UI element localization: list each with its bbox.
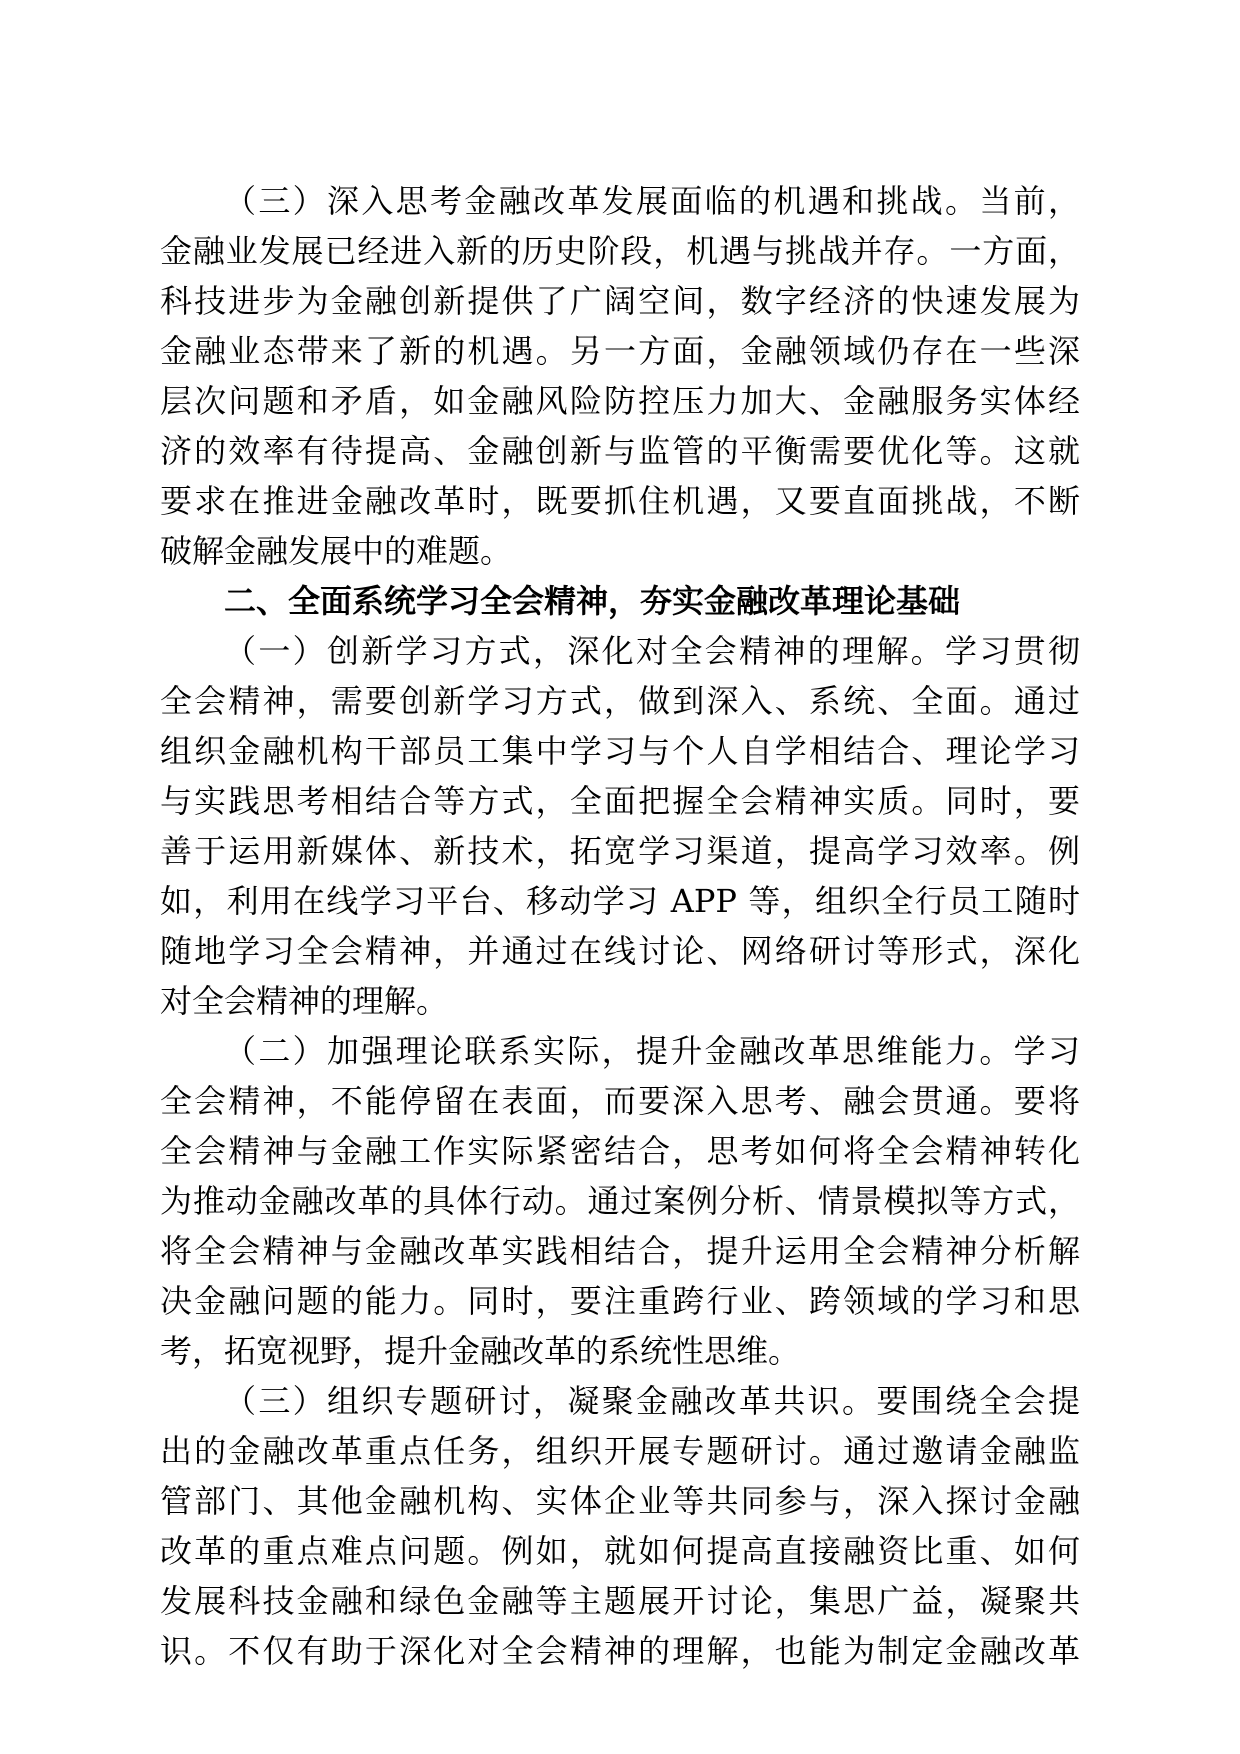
paragraph-line: （三）深入思考金融改革发展面临的机遇和挑战。当前， — [224, 182, 1080, 220]
paragraph-line: 为推动金融改革的具体行动。通过案例分析、情景模拟等方式， — [160, 1182, 1080, 1220]
paragraph-line: 金融业发展已经进入新的历史阶段，机遇与挑战并存。一方面， — [160, 232, 1080, 270]
paragraph-theory-practice — [160, 1026, 1080, 1376]
paragraph-line: 科技进步为金融创新提供了广阔空间，数字经济的快速发展为 — [160, 282, 1080, 320]
paragraph-line: 济的效率有待提高、金融创新与监管的平衡需要优化等。这就 — [160, 432, 1080, 470]
paragraph-line: 决金融问题的能力。同时，要注重跨行业、跨领域的学习和思 — [160, 1282, 1080, 1320]
paragraph-line: 管部门、其他金融机构、实体企业等共同参与，深入探讨金融 — [160, 1482, 1080, 1520]
paragraph-line: 组织金融机构干部员工集中学习与个人自学相结合、理论学习 — [160, 732, 1080, 770]
paragraph-line: 考，拓宽视野，提升金融改革的系统性思维。 — [160, 1332, 801, 1370]
paragraph-line: 破解金融发展中的难题。 — [160, 532, 513, 570]
document-page — [160, 176, 1080, 1676]
paragraph-line: （三）组织专题研讨，凝聚金融改革共识。要围绕全会提 — [224, 1382, 1080, 1420]
paragraph-line: 对全会精神的理解。 — [160, 982, 449, 1020]
paragraph-line: 识。不仅有助于深化对全会精神的理解，也能为制定金融改革 — [160, 1632, 1080, 1670]
paragraph-line: （二）加强理论联系实际，提升金融改革思维能力。学习 — [224, 1032, 1080, 1070]
paragraph-line: 随地学习全会精神，并通过在线讨论、网络研讨等形式，深化 — [160, 932, 1080, 970]
paragraph-line: 将全会精神与金融改革实践相结合，提升运用全会精神分析解 — [160, 1232, 1080, 1270]
paragraph-seminars — [160, 1376, 1080, 1676]
paragraph-line: 与实践思考相结合等方式，全面把握全会精神实质。同时，要 — [160, 782, 1080, 820]
section-heading — [160, 576, 1080, 626]
paragraph-line: 层次问题和矛盾，如金融风险防控压力加大、金融服务实体经 — [160, 382, 1080, 420]
paragraph-line: 要求在推进金融改革时，既要抓住机遇，又要直面挑战，不断 — [160, 482, 1080, 520]
paragraph-line: 出的金融改革重点任务，组织开展专题研讨。通过邀请金融监 — [160, 1432, 1080, 1470]
paragraph-opportunities-challenges — [160, 176, 1080, 576]
paragraph-innovate-learning — [160, 626, 1080, 1026]
paragraph-line: 金融业态带来了新的机遇。另一方面，金融领域仍存在一些深 — [160, 332, 1080, 370]
paragraph-line: 发展科技金融和绿色金融等主题展开讨论，集思广益，凝聚共 — [160, 1582, 1080, 1620]
paragraph-line: 改革的重点难点问题。例如，就如何提高直接融资比重、如何 — [160, 1532, 1080, 1570]
paragraph-line: 全会精神与金融工作实际紧密结合，思考如何将全会精神转化 — [160, 1132, 1080, 1170]
paragraph-line: 全会精神，需要创新学习方式，做到深入、系统、全面。通过 — [160, 682, 1080, 720]
heading-line: 二、全面系统学习全会精神，夯实金融改革理论基础 — [224, 582, 961, 620]
paragraph-line: 如，利用在线学习平台、移动学习 APP 等，组织全行员工随时 — [160, 882, 1080, 920]
paragraph-line: 全会精神，不能停留在表面，而要深入思考、融会贯通。要将 — [160, 1082, 1080, 1120]
paragraph-line: 善于运用新媒体、新技术，拓宽学习渠道，提高学习效率。例 — [160, 832, 1080, 870]
paragraph-line: （一）创新学习方式，深化对全会精神的理解。学习贯彻 — [224, 632, 1080, 670]
